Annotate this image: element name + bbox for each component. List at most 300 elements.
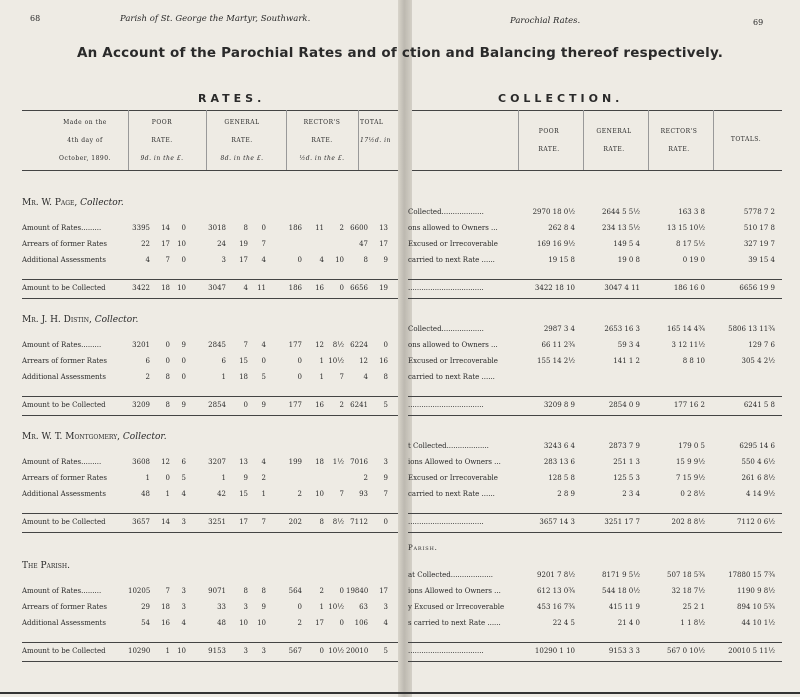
amount-cell: 15 [239,490,248,498]
collection-header-rectors [650,123,708,159]
amount-cell: 415 11 9 [608,603,640,611]
rates-row [22,619,398,631]
header-line: 4th day of [67,137,103,144]
total-cell: 20010 [346,647,369,655]
total-cell: 7 [383,490,388,498]
amount-cell: 0 [243,401,248,409]
amount-cell: 5 [181,474,186,482]
amount-cell: 4 [181,619,186,627]
header-line: POOR [538,128,560,135]
row-label: ions Allowed to Owners ... [408,587,501,595]
row-label: ions Allowed to Owners ... [408,458,501,466]
collection-row [408,619,782,631]
header-line: RATE. [603,146,625,153]
amount-cell: 17880 15 7¾ [728,571,775,579]
row-label: Excused or Irrecoverable [408,474,498,482]
amount-cell: 186 16 0 [673,284,705,292]
collection-row [408,224,782,236]
block-rule [22,532,398,533]
total-cell: 6656 [350,284,368,292]
total-cell: 5 [383,401,388,409]
total-cell: 7112 [350,518,368,526]
amount-cell: 15 9 9½ [675,458,705,466]
amount-cell: 2644 5 5½ [602,208,640,216]
amount-cell: 10205 [128,587,151,595]
total-cell: 63 [359,603,368,611]
amount-cell: 3047 4 11 [604,284,640,292]
amount-cell: 141 1 2 [613,357,640,365]
amount-cell: 9 [181,401,186,409]
amount-cell: 4 [181,490,186,498]
header-line: RATE. [311,137,333,144]
row-label: Amount of Rates......... [22,587,102,595]
row-label: Amount of Rates......... [22,341,102,349]
amount-cell: 2873 7 9 [608,442,640,450]
amount-cell: 1 [319,603,324,611]
amount-cell: 3251 17 7 [604,518,640,526]
total-cell: 4 [383,619,388,627]
collection-row [408,474,782,486]
amount-cell: 165 14 4¾ [667,325,705,333]
total-cell: 6600 [350,224,368,232]
total-cell: 19 [379,284,388,292]
amount-cell: 199 [288,458,302,466]
amount-cell: 16 [161,619,170,627]
amount-cell: 3657 [132,518,150,526]
total-cell: 17 [379,240,388,248]
rates-total-row [22,401,398,413]
amount-cell: 22 [141,240,150,248]
amount-cell: 3 12 11½ [671,341,705,349]
amount-cell: 0 [297,373,302,381]
amount-cell: 5 [261,373,266,381]
header-line: GENERAL [224,119,260,126]
amount-cell: 550 4 6½ [741,458,775,466]
amount-cell: 18 [315,458,324,466]
column-rule [518,110,519,170]
collection-total-row [408,401,782,413]
rates-total-row [22,647,398,659]
amount-cell: 3395 [132,224,150,232]
total-cell: 13 [379,224,388,232]
amount-cell: 10 [335,256,344,264]
amount-cell: 3422 [132,284,150,292]
collection-row [408,256,782,268]
amount-cell: 4 [261,341,266,349]
amount-cell: 3243 6 4 [543,442,575,450]
collection-row [408,208,782,220]
amount-cell: 7 [339,373,344,381]
amount-cell: 2854 0 9 [608,401,640,409]
amount-cell: 8 17 5½ [675,240,705,248]
amount-cell: 2 [339,224,344,232]
amount-cell: 66 11 2¾ [541,341,575,349]
amount-cell: 3 [181,518,186,526]
amount-cell: 0 19 0 [682,256,705,264]
amount-cell: 0 [181,373,186,381]
amount-cell: 29 [141,603,150,611]
amount-cell: 3251 [208,518,226,526]
amount-cell: 1 [221,474,226,482]
column-rule [648,110,649,170]
total-cell: 8 [383,373,388,381]
amount-cell: 15 [239,357,248,365]
total-cell: 9 [383,474,388,482]
page-title: An Account of the Parochial Rates and of ction and Balancing thereof respectively. [76,45,724,61]
page-bottom-rule [0,692,800,694]
rates-row [22,373,398,385]
amount-cell: 16 [315,284,324,292]
amount-cell: 3209 [132,401,150,409]
amount-cell: 0 [297,603,302,611]
total-cell: 3 [383,458,388,466]
amount-cell: 18 [239,373,248,381]
block-rule [408,415,782,416]
rates-row [22,224,398,236]
amount-cell: 11 [257,284,266,292]
amount-cell: 3 [181,587,186,595]
rates-row [22,240,398,252]
block-rule [408,396,782,397]
amount-cell: 5778 7 2 [743,208,775,216]
amount-cell: 7 [261,518,266,526]
amount-cell: 1 [145,474,150,482]
row-label: ons allowed to Owners ... [408,224,498,232]
rates-header-bottom-rule [22,170,398,171]
collection-row [408,373,782,385]
amount-cell: 10½ [328,647,344,655]
amount-cell: 2 [145,373,150,381]
header-line: RATE. [538,146,560,153]
total-cell: 106 [354,619,368,627]
amount-cell: 0 [261,357,266,365]
amount-cell: 9201 7 8½ [537,571,575,579]
left-page-number: 68 [30,14,41,23]
block-rule [408,298,782,299]
row-label: Collected................... [408,325,484,333]
amount-cell: 179 0 5 [678,442,705,450]
amount-cell: 19 15 8 [548,256,575,264]
total-cell: 4 [363,373,368,381]
rates-header-poor [130,114,194,168]
header-line: RECTOR'S [303,119,341,126]
total-cell: 3 [383,603,388,611]
collection-row [408,571,782,583]
amount-cell: 18 [161,603,170,611]
amount-cell: 0 [181,256,186,264]
total-cell: 17 [379,587,388,595]
amount-cell: 24 [217,240,226,248]
amount-cell: 10290 1 10 [534,647,575,655]
total-cell: 0 [383,341,388,349]
amount-cell: 1 [261,490,266,498]
row-label: carried to next Rate ...... [408,490,495,498]
amount-cell: 612 13 0¾ [537,587,575,595]
amount-cell: 7 [165,587,170,595]
total-cell: 47 [359,240,368,248]
rates-row [22,341,398,353]
amount-cell: 22 4 5 [552,619,575,627]
header-line: 17½d. in [360,137,391,144]
amount-cell: 202 [288,518,302,526]
amount-cell: 7 [165,256,170,264]
row-label: Amount to be Collected [22,518,106,526]
amount-cell: 305 4 2½ [741,357,775,365]
amount-cell: 32 18 7½ [671,587,705,595]
collection-row [408,341,782,353]
collection-row [408,458,782,470]
amount-cell: 2 [339,401,344,409]
total-cell: 6224 [350,341,368,349]
row-label: Additional Assessments [22,490,106,498]
amount-cell: 3422 18 10 [534,284,575,292]
collection-total-row [408,518,782,530]
row-label: Excused or Irrecoverable [408,240,498,248]
amount-cell: 186 [288,224,302,232]
amount-cell: 9 [261,603,266,611]
amount-cell: 2 [261,474,266,482]
collection-row [408,325,782,337]
amount-cell: 567 [288,647,302,655]
amount-cell: 8½ [332,341,344,349]
amount-cell: 510 17 8 [743,224,775,232]
right-running-head: Parochial Rates. [510,16,581,26]
amount-cell: 8 [319,518,324,526]
amount-cell: 177 [288,401,302,409]
amount-cell: 2653 16 3 [604,325,640,333]
amount-cell: 0 [165,341,170,349]
amount-cell: 3608 [132,458,150,466]
row-label: .................................. [408,401,484,409]
amount-cell: 327 19 7 [743,240,775,248]
amount-cell: 9153 3 3 [608,647,640,655]
amount-cell: 0 [339,284,344,292]
amount-cell: 21 4 0 [617,619,640,627]
amount-cell: 5806 13 11¾ [728,325,775,333]
amount-cell: 12 [315,341,324,349]
amount-cell: 8 8 10 [682,357,705,365]
row-label: Arrears of former Rates [22,603,107,611]
amount-cell: 7 15 9½ [675,474,705,482]
header-line: Made on the [63,119,107,126]
collection-row [408,587,782,599]
amount-cell: 3 [181,603,186,611]
amount-cell: 177 [288,341,302,349]
amount-cell: 6656 19 9 [739,284,775,292]
block-rule [22,279,398,280]
block-rule [22,513,398,514]
header-line: 9d. in the £. [140,155,184,162]
row-label: ons allowed to Owners ... [408,341,498,349]
amount-cell: 261 6 8½ [741,474,775,482]
collector-name: The Parish. [22,561,70,571]
amount-cell: 39 15 4 [748,256,775,264]
rates-heading: RATES. [198,92,266,105]
row-label: carried to next Rate ...... [408,256,495,264]
amount-cell: 7 [261,240,266,248]
collection-row [408,442,782,454]
amount-cell: 262 8 4 [548,224,575,232]
amount-cell: 18 [161,284,170,292]
row-label: Additional Assessments [22,373,106,381]
row-label: Arrears of former Rates [22,240,107,248]
amount-cell: 155 14 2½ [537,357,575,365]
collector-name: Mr. W. Page, [22,198,78,208]
amount-cell: 9 [243,474,248,482]
rates-row [22,256,398,268]
amount-cell: 251 1 3 [613,458,640,466]
amount-cell: 4 [243,284,248,292]
amount-cell: 17 [239,256,248,264]
amount-cell: 3201 [132,341,150,349]
amount-cell: 42 [217,490,226,498]
column-rule [128,110,129,170]
collector-name: Mr. J. H. Distin, [22,315,92,325]
amount-cell: 0 [261,224,266,232]
amount-cell: 129 7 6 [748,341,775,349]
amount-cell: 33 [217,603,226,611]
amount-cell: 1 1 8½ [680,619,705,627]
collection-row [408,240,782,252]
amount-cell: 186 [288,284,302,292]
amount-cell: 10 [257,619,266,627]
header-line: ½d. in the £. [299,155,345,162]
amount-cell: 59 3 4 [617,341,640,349]
collector-role: Collector. [80,198,124,208]
amount-cell: 2 3 4 [622,490,640,498]
block-rule [408,513,782,514]
block-rule [22,415,398,416]
amount-cell: 0 [181,357,186,365]
rates-row [22,603,398,615]
row-label: Amount to be Collected [22,647,106,655]
amount-cell: 6295 14 6 [739,442,775,450]
amount-cell: 17 [239,518,248,526]
header-line: TOTALS. [730,136,762,143]
collector-name: Mr. W. T. Montgomery, [22,432,121,442]
row-label: .................................. [408,518,484,526]
amount-cell: 6 [145,357,150,365]
amount-cell: 1 [221,373,226,381]
block-rule [408,642,782,643]
right-page-number: 69 [753,18,764,27]
total-cell: 8 [363,256,368,264]
amount-cell: 25 2 1 [682,603,705,611]
amount-cell: 10 [177,647,186,655]
amount-cell: 3047 [208,284,226,292]
amount-cell: 3 [221,256,226,264]
amount-cell: 10½ [328,603,344,611]
collection-row [408,490,782,502]
amount-cell: 10 [239,619,248,627]
row-label: Amount to be Collected [22,401,106,409]
header-line: 8d. in the £. [220,155,264,162]
amount-cell: 1½ [332,458,344,466]
amount-cell: 3657 14 3 [539,518,575,526]
header-line: October, 1890. [59,155,111,162]
rates-row [22,490,398,502]
column-rule [358,110,359,170]
block-rule [22,661,398,662]
amount-cell: 14 [161,518,170,526]
total-cell: 6241 [350,401,368,409]
amount-cell: 6241 5 8 [743,401,775,409]
rates-header-total [360,114,398,150]
amount-cell: 4 [261,458,266,466]
rates-header-general [210,114,274,168]
block-rule [408,279,782,280]
amount-cell: 7 [339,490,344,498]
total-cell: 12 [359,357,368,365]
amount-cell: 19 [239,240,248,248]
rates-row [22,357,398,369]
amount-cell: 4 14 9½ [745,490,775,498]
amount-cell: 507 18 5¾ [667,571,705,579]
amount-cell: 544 18 0½ [602,587,640,595]
amount-cell: 1190 9 8½ [737,587,775,595]
amount-cell: 9153 [208,647,226,655]
collector-heading [22,315,138,325]
amount-cell: 894 10 5¾ [737,603,775,611]
amount-cell: 0 [165,357,170,365]
column-rule [583,110,584,170]
amount-cell: 1 [165,647,170,655]
collector-role: Collector. [122,432,167,442]
amount-cell: 1 [165,490,170,498]
block-rule [22,642,398,643]
amount-cell: 169 16 9½ [537,240,575,248]
collector-heading [22,561,70,571]
collector-role: Collector. [94,315,139,325]
amount-cell: 20010 5 11½ [728,647,775,655]
amount-cell: 6 [181,458,186,466]
amount-cell: 44 10 1½ [741,619,775,627]
row-label: Collected................... [408,208,484,216]
row-label: Arrears of former Rates [22,357,107,365]
amount-cell: 7112 0 6½ [737,518,775,526]
amount-cell: 10 [177,240,186,248]
amount-cell: 9 [181,341,186,349]
block-rule [22,396,398,397]
row-label: .................................. [408,284,484,292]
rates-row [22,458,398,470]
total-cell: 9 [383,256,388,264]
collection-row [408,357,782,369]
collection-total-row [408,284,782,296]
row-label: Amount of Rates......... [22,458,102,466]
amount-cell: 14 [161,224,170,232]
total-cell: 5 [383,647,388,655]
amount-cell: 2 8 9 [557,490,575,498]
amount-cell: 8 [165,373,170,381]
rates-total-row [22,518,398,530]
amount-cell: 7 [243,341,248,349]
amount-cell: 149 5 4 [613,240,640,248]
row-label: .................................. [408,647,484,655]
collector-heading [22,432,167,442]
amount-cell: 17 [315,619,324,627]
header-line: TOTAL [360,119,384,126]
collection-header-general [585,123,643,159]
amount-cell: 283 13 6 [543,458,575,466]
row-label: at Collected................... [408,571,494,579]
rates-total-row [22,284,398,296]
amount-cell: 0 [181,224,186,232]
parish-heading: Parish. [408,544,438,552]
amount-cell: 0 [297,256,302,264]
amount-cell: 8 [261,587,266,595]
amount-cell: 10½ [328,357,344,365]
